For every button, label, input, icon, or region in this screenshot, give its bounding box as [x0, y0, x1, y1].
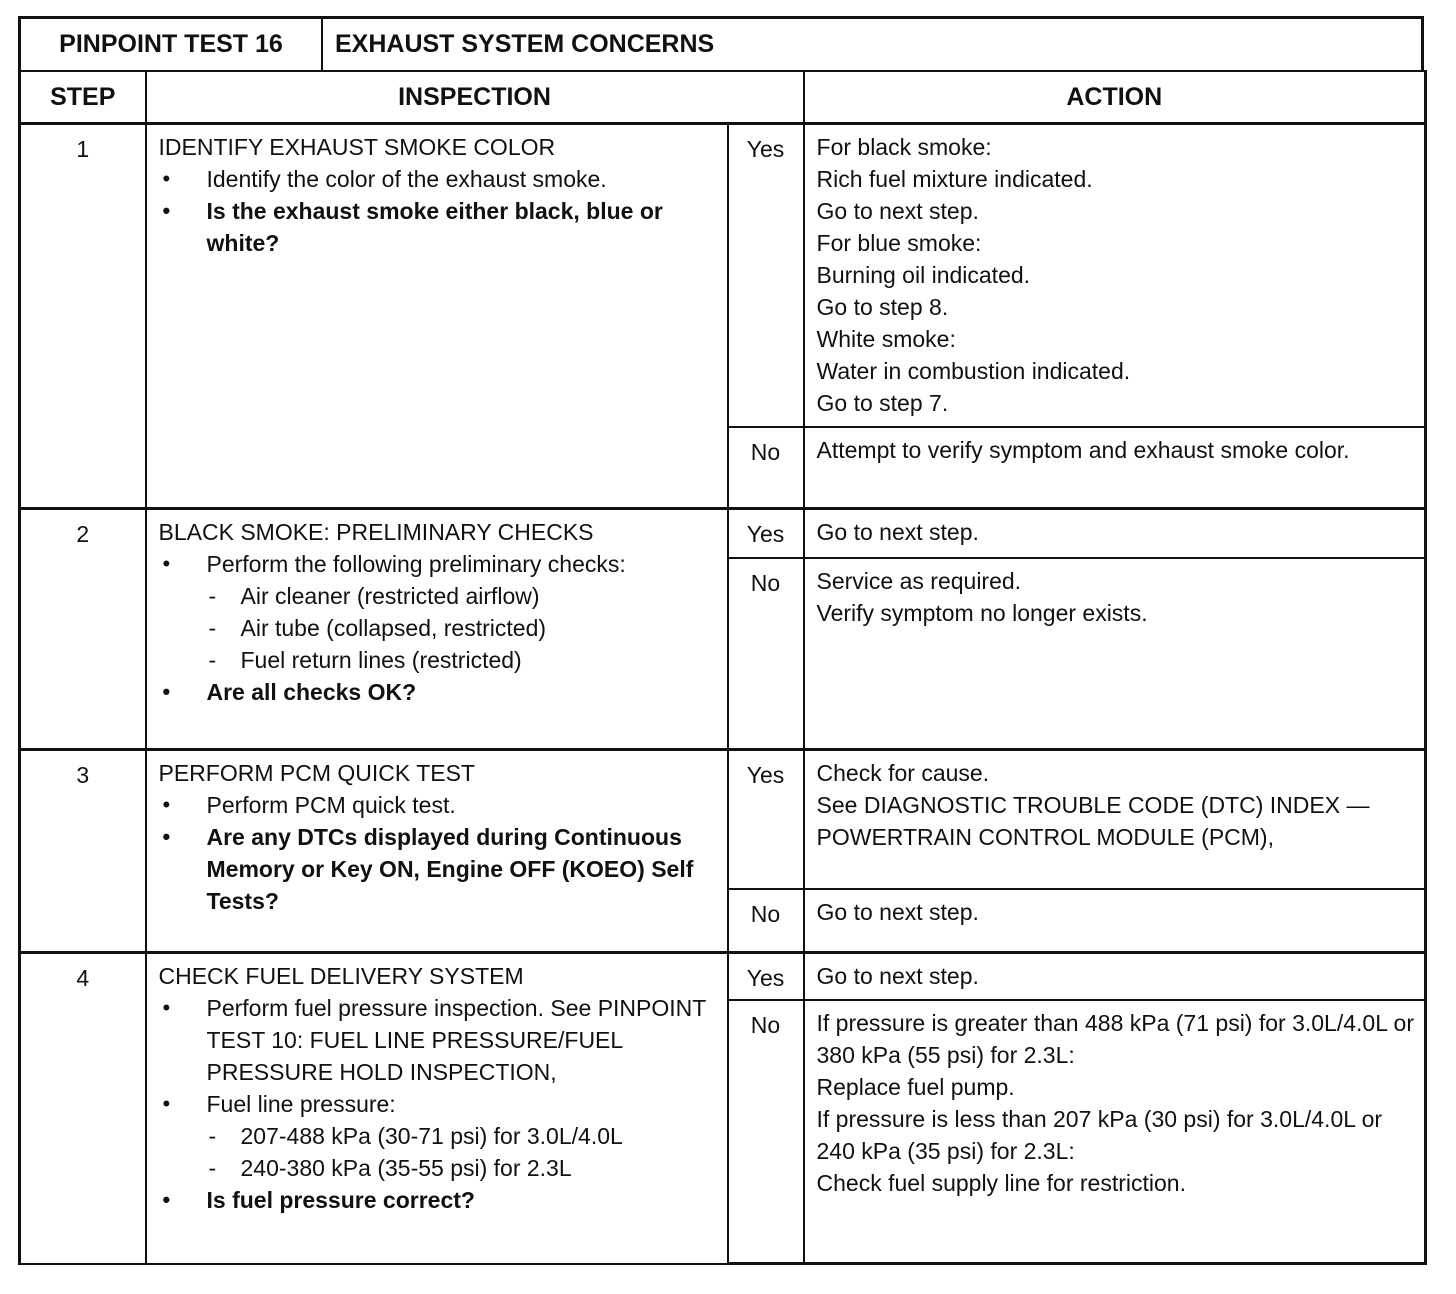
sub-item: - Air cleaner (restricted airflow) — [207, 580, 717, 612]
sub-item: - 240-380 kPa (35-55 psi) for 2.3L — [207, 1152, 717, 1184]
action-line: Go to next step. — [816, 198, 979, 224]
action-line: Go to step 8. — [816, 294, 949, 320]
no-label: No — [728, 427, 804, 509]
inspection-bullet: • Perform PCM quick test. — [159, 789, 717, 821]
pinpoint-table — [18, 70, 1427, 1265]
step-number: 1 — [20, 124, 146, 509]
sub-item: - 207-488 kPa (30-71 psi) for 3.0L/4.0L — [207, 1120, 717, 1152]
inspection-bullet — [159, 548, 717, 676]
sub-item: - Air tube (collapsed, restricted) — [207, 612, 717, 644]
step-1-yes-row — [20, 124, 1426, 428]
inspection-bullet — [159, 1088, 717, 1184]
action-line: If pressure is less than 207 kPa (30 psi) for 3.0L/4.0L or 240 kPa (35 psi) for 2.3L: — [816, 1106, 1383, 1164]
step-2-yes-action: Go to next step. — [804, 509, 1426, 559]
step-3-no-action: Go to next step. — [804, 889, 1426, 953]
inspection-question: • Are all checks OK? — [159, 676, 717, 708]
inspection-bullet: • Perform fuel pressure inspection. See PINPOINT TEST 10: FUEL LINE PRESSURE/FUEL PRESSURE HOLD INSPECTION, — [159, 992, 717, 1088]
action-line: For black smoke: — [816, 134, 992, 160]
test-id: PINPOINT TEST 16 — [21, 19, 323, 70]
action-line: Check for cause. — [816, 760, 990, 786]
step-title: IDENTIFY EXHAUST SMOKE COLOR — [158, 134, 556, 160]
step-title: CHECK FUEL DELIVERY SYSTEM — [158, 963, 524, 989]
step-3-inspection — [146, 750, 728, 953]
inspection-bullet: • Identify the color of the exhaust smoke. — [159, 163, 717, 195]
action-line: Check fuel supply line for restriction. — [816, 1170, 1186, 1196]
step-4-no-action — [804, 1000, 1426, 1264]
yes-label: Yes — [728, 750, 804, 890]
no-label: No — [728, 1000, 804, 1264]
step-2-no-action — [804, 558, 1426, 750]
no-label: No — [728, 558, 804, 750]
column-header-inspection: INSPECTION — [146, 71, 804, 124]
column-header-action: ACTION — [804, 71, 1426, 124]
step-1-inspection — [146, 124, 728, 509]
action-line: Verify symptom no longer exists. — [816, 600, 1148, 626]
sub-item: - Fuel return lines (restricted) — [207, 644, 717, 676]
step-number: 4 — [20, 953, 146, 1264]
inspection-question: • Are any DTCs displayed during Continuous Memory or Key ON, Engine OFF (KOEO) Self Tests? — [159, 821, 717, 917]
action-line: Rich fuel mixture indicated. — [816, 166, 1093, 192]
step-number: 3 — [20, 750, 146, 953]
action-line: Replace fuel pump. — [816, 1074, 1015, 1100]
action-line: For blue smoke: — [816, 230, 982, 256]
yes-label: Yes — [728, 124, 804, 428]
step-3-yes-row — [20, 750, 1426, 890]
step-title: BLACK SMOKE: PRELIMINARY CHECKS — [158, 519, 594, 545]
step-4-inspection — [146, 953, 728, 1264]
action-line: Burning oil indicated. — [816, 262, 1031, 288]
yes-label: Yes — [728, 509, 804, 559]
step-1-yes-action — [804, 124, 1426, 428]
step-title: PERFORM PCM QUICK TEST — [158, 760, 475, 786]
step-4-yes-action: Go to next step. — [804, 953, 1426, 1001]
action-line: If pressure is greater than 488 kPa (71 psi) for 3.0L/4.0L or 380 kPa (55 psi) for 2.3L: — [816, 1010, 1414, 1068]
test-title: EXHAUST SYSTEM CONCERNS — [335, 30, 715, 58]
header-row — [20, 71, 1426, 124]
inspection-question: • Is fuel pressure correct? — [159, 1184, 717, 1216]
inspection-bullet-text: Fuel line pressure: — [206, 1091, 396, 1117]
step-2-inspection — [146, 509, 728, 750]
action-line: See DIAGNOSTIC TROUBLE CODE (DTC) INDEX — POWERTRAIN CONTROL MODULE (PCM), — [816, 792, 1370, 850]
step-3-yes-action — [804, 750, 1426, 890]
title-row — [18, 16, 1424, 70]
yes-label: Yes — [728, 953, 804, 1001]
step-2-yes-row — [20, 509, 1426, 559]
action-line: Service as required. — [816, 568, 1022, 594]
pinpoint-test-sheet — [18, 16, 1424, 1265]
action-line: Go to step 7. — [816, 390, 949, 416]
column-header-step: STEP — [20, 71, 146, 124]
action-line: Water in combustion indicated. — [816, 358, 1131, 384]
inspection-bullet-text: Perform the following preliminary checks: — [206, 551, 626, 577]
action-line: White smoke: — [816, 326, 956, 352]
step-4-yes-row — [20, 953, 1426, 1001]
step-number: 2 — [20, 509, 146, 750]
step-1-no-action: Attempt to verify symptom and exhaust smoke color. — [804, 427, 1426, 509]
no-label: No — [728, 889, 804, 953]
inspection-question: • Is the exhaust smoke either black, blue or white? — [159, 195, 717, 259]
